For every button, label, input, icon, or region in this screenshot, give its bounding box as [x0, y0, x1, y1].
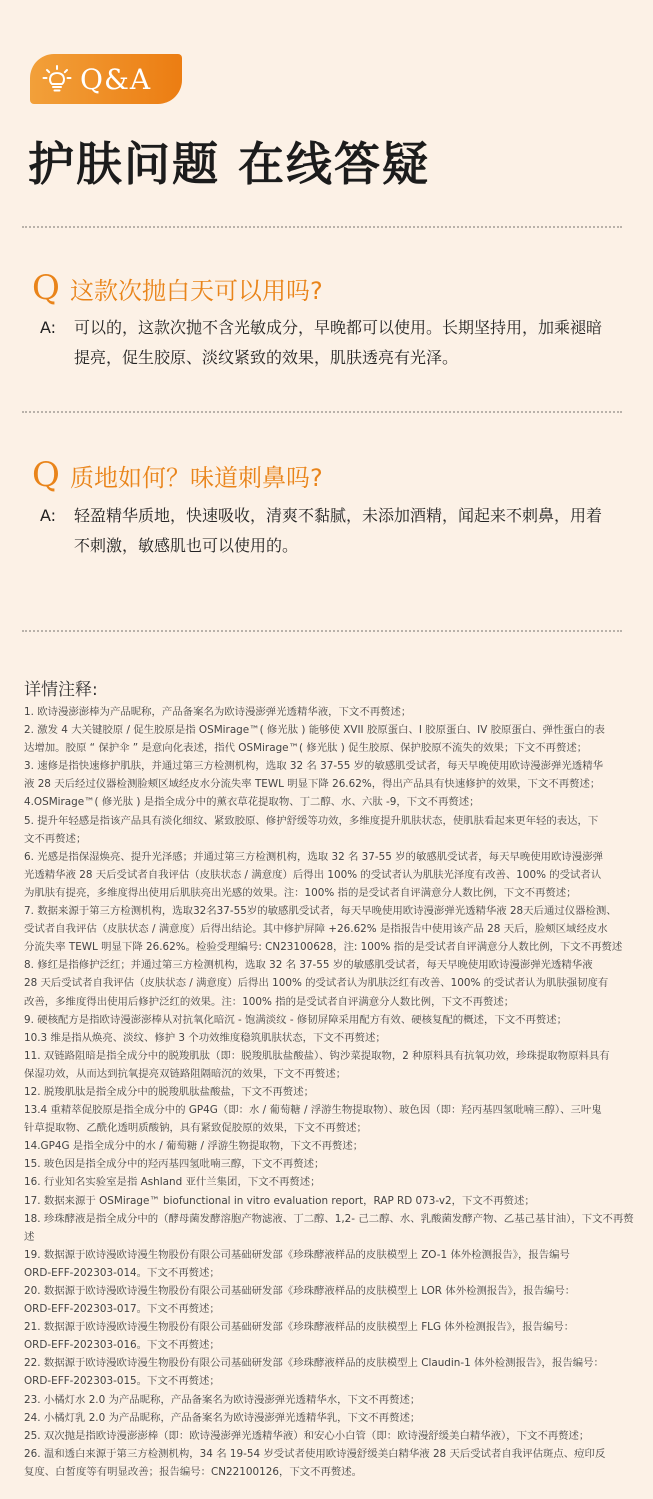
note-line: 分流失率 TEWL 明显下降 26.62%。检验受理编号: CN23100628，注: 100% 指的是受试者自评满意分人数比例，下文不再赘述	[24, 941, 623, 954]
note-line: ORD-EFF-202303-017。下文不再赘述；	[24, 1303, 220, 1316]
note-line: 26. 温和透白来源于第三方检测机构，34 名 19-54 岁受试者使用欧诗漫舒缓美白精华液 28 天后受试者自我评估斑点、痘印反	[24, 1447, 606, 1460]
note-line: 保湿功效，从而达到抗氧提亮双链路阻隔暗沉的效果，下文不再赘述；	[24, 1067, 347, 1080]
note-line: ORD-EFF-202303-015。下文不再赘述；	[24, 1375, 220, 1388]
qa-badge	[30, 54, 182, 104]
page-title: 护肤问题 在线答疑	[28, 137, 431, 191]
divider-bottom	[22, 630, 622, 632]
note-line: 13.4 重精萃促胶原是指全成分中的 GP4G（即：水 / 葡萄糖 / 浮游生物提取物）、玻色因（即：羟丙基四氢吡喃三醇）、三叶鬼	[24, 1104, 602, 1117]
note-line: 为肌肤有提亮，多维度得出使用后肌肤亮出光感的效果。注：100% 指的是受试者自评满意分人数比例，下文不再赘述；	[24, 886, 577, 899]
note-line: ORD-EFF-202303-016。下文不再赘述；	[24, 1339, 220, 1352]
note-line: 28 天后受试者自我评估（皮肤状态 / 满意度）后得出 100% 的受试者认为肌肤泛红有改善、100% 的受试者认为肌肤强韧度有	[24, 977, 609, 990]
note-line: 复度、白皙度等有明显改善；报告编号：CN22100126，下文不再赘述。	[24, 1465, 363, 1478]
note-line: 12. 脱羧肌肽是指全成分中的脱羧肌肽盐酸盐，下文不再赘述；	[24, 1085, 314, 1098]
badge-label: Q&A	[80, 62, 152, 96]
note-line: 改善，多维度得出使用后修护泛红的效果。注：100% 指的是受试者自评满意分人数比例，下文不再赘述；	[24, 995, 515, 1008]
note-line: 受试者自我评估（皮肤状态 / 满意度）后得出结论。其中修护屏障 +26.62% 是指报告中使用该产品 28 天后，脸颊区域经皮水	[24, 923, 608, 936]
lightbulb-icon	[42, 64, 72, 94]
note-line: 4.OSMirage™( 修光肽 ) 是指全成分中的薰衣草花提取物、丁二醇、水、六肽 -9，下文不再赘述；	[24, 796, 480, 809]
note-line: 6. 光感是指保湿焕亮、提升光泽感；并通过第三方检测机构，选取 32 名 37-55 岁的敏感肌受试者，每天早晚使用欧诗漫澎弹	[24, 850, 603, 863]
note-line: 达增加。胶原 “ 保护伞 ” 是意向化表述，指代 OSMirage™( 修光肽 ) 促生胶原、保护胶原不流失的效果；下文不再赘述；	[24, 742, 588, 755]
answer-text: 可以的，这款次抛不含光敏成分，早晚都可以使用。长期坚持用，加乘褪暗提亮，促生胶原、淡纹紧致的效果，肌肤透亮有光泽。	[74, 318, 603, 367]
note-line: 1. 欧诗漫澎澎棒为产品昵称，产品备案名为欧诗漫澎弹光透精华液，下文不再赘述；	[24, 706, 412, 718]
note-line: 2. 激发 4 大关键胶原 / 促生胶原是指 OSMirage™( 修光肽 ) 能够使 XVII 胶原蛋白、I 胶原蛋白、IV 胶原蛋白、弹性蛋白的表	[24, 724, 605, 737]
divider-top	[22, 226, 622, 228]
a-mark: A:	[40, 506, 57, 525]
answer-text: 轻盈精华质地，快速吸收，清爽不黏腻，未添加酒精，闻起来不刺鼻，用着不刺激，敏感肌也可以使用的。	[74, 506, 603, 555]
note-line: 液 28 天后经过仪器检测脸颊区域经皮水分流失率 TEWL 明显下降 26.62%，得出产品具有快速修护的效果，下文不再赘述；	[24, 778, 601, 791]
note-line: 19. 数据源于欧诗漫欧诗漫生物股份有限公司基础研发部《珍珠酵液样品的皮肤模型上 ZO-1 体外检测报告》，报告编号	[24, 1248, 570, 1261]
note-line: 22. 数据源于欧诗漫欧诗漫生物股份有限公司基础研发部《珍珠酵液样品的皮肤模型上 Claudin-1 体外检测报告》，报告编号：	[24, 1357, 604, 1370]
notes-title: 详情注释:	[24, 680, 98, 700]
note-line: ORD-EFF-202303-014。下文不再赘述；	[24, 1266, 220, 1279]
note-line: 5. 提升年轻感是指该产品具有淡化细纹、紧致胶原、修护舒缓等功效，多维度提升肌肤状态，使肌肤看起来更年轻的表达，下	[24, 814, 599, 827]
question-2	[32, 455, 323, 495]
note-line: 文不再赘述；	[24, 832, 87, 845]
question-text: 质地如何？味道刺鼻吗?	[70, 463, 323, 492]
divider-middle	[22, 411, 622, 413]
q-mark: Q	[32, 268, 60, 308]
note-line: 21. 数据源于欧诗漫欧诗漫生物股份有限公司基础研发部《珍珠酵液样品的皮肤模型上 FLG 体外检测报告》，报告编号：	[24, 1321, 575, 1334]
note-line: 3. 速修是指快速修护肌肤，并通过第三方检测机构，选取 32 名 37-55 岁的敏感肌受试者，每天早晚使用欧诗漫澎弹光透精华	[24, 760, 603, 773]
answer-2	[40, 501, 620, 561]
note-line: 光透精华液 28 天后受试者自我评估（皮肤状态 / 满意度）后得出 100% 的受试者认为肌肤光泽度有改善、100% 的受试者认	[24, 868, 602, 881]
note-line: 16. 行业知名实验室是指 Ashland 亚什兰集团，下文不再赘述；	[24, 1176, 321, 1189]
answer-1	[40, 313, 620, 373]
note-line: 25. 双次抛是指欧诗漫澎澎棒（即：欧诗漫澎弹光透精华液）和安心小白管（即：欧诗漫舒缓美白精华液），下文不再赘述；	[24, 1429, 590, 1442]
note-line: 17. 数据来源于 OSMirage™ biofunctional in vitro evaluation report，RAP RD 073-v2，下文不再赘述；	[24, 1194, 535, 1207]
note-line: 15. 玻色因是指全成分中的羟丙基四氢吡喃三醇，下文不再赘述；	[24, 1158, 325, 1171]
notes-list	[24, 703, 636, 1481]
note-line: 24. 小橘灯乳 2.0 为产品昵称，产品备案名为欧诗漫澎弹光透精华乳，下文不再赘述；	[24, 1411, 421, 1424]
note-line: 20. 数据源于欧诗漫欧诗漫生物股份有限公司基础研发部《珍珠酵液样品的皮肤模型上 LOR 体外检测报告》，报告编号：	[24, 1285, 576, 1297]
note-line: 14.GP4G 是指全成分中的水 / 葡萄糖 / 浮游生物提取物，下文不再赘述；	[24, 1140, 364, 1153]
note-line: 23. 小橘灯水 2.0 为产品昵称，产品备案名为欧诗漫澎弹光透精华水，下文不再赘述；	[24, 1393, 421, 1406]
q-mark: Q	[32, 455, 60, 495]
note-line: 针草提取物、乙酰化透明质酸钠，具有紧致促胶原的效果，下文不再赘述；	[24, 1122, 367, 1135]
note-line: 11. 双链路阻暗是指全成分中的脱羧肌肽（即：脱羧肌肽盐酸盐）、钩沙菜提取物，2 种原料具有抗氧功效，珍珠提取物原料具有	[24, 1049, 610, 1062]
note-line: 7. 数据来源于第三方检测机构，选取32名37-55岁的敏感肌受试者，每天早晚使用欧诗漫澎弹光透精华液 28天后通过仪器检测、	[24, 905, 617, 918]
question-text: 这款次抛白天可以用吗?	[70, 276, 323, 305]
note-line: 8. 修红是指修护泛红；并通过第三方检测机构，选取 32 名 37-55 岁的敏感肌受试者，每天早晚使用欧诗漫澎弹光透精华液	[24, 959, 593, 972]
note-line: 9. 硬核配方是指欧诗漫澎澎棒从对抗氧化暗沉 - 饱满淡纹 - 修韧屏障采用配方有效、硬核复配的概述，下文不再赘述；	[24, 1013, 568, 1026]
question-1	[32, 268, 323, 308]
note-line: 10.3 维是指从焕亮、淡纹、修护 3 个功效维度稳筑肌肤状态，下文不再赘述；	[24, 1031, 386, 1044]
a-mark: A:	[40, 318, 57, 337]
note-line: 18. 珍珠酵液是指全成分中的（酵母菌发酵溶胞产物滤液、丁二醇、1,2- 己二醇、水、乳酸菌发酵产物、乙基己基甘油），下文不再赘述	[24, 1212, 634, 1243]
